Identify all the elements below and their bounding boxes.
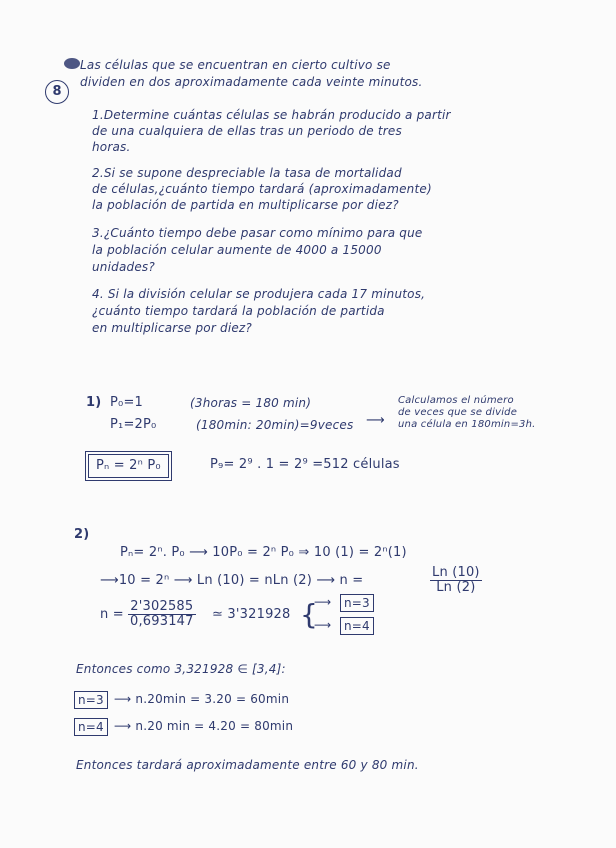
case-n3-result: ⟶ n.20min = 3.20 = 60min: [114, 692, 290, 706]
arrow-right-icon-2: ⟶: [314, 595, 332, 609]
answer-1-note-line-1: Calculamos el número: [398, 395, 514, 406]
question-4-line-1: 4. Si la división celular se produjera cada 17 minutos,: [92, 287, 426, 301]
question-3-line-1: 3.¿Cuánto tiempo debe pasar como mínimo para que: [92, 226, 423, 240]
answer-1-division: (180min: 20min)=9veces: [196, 418, 354, 432]
fraction-denominator: Ln (2): [436, 580, 476, 595]
question-1-line-2: de una cualquiera de ellas tras un periodo de tres: [92, 124, 402, 138]
question-2-line-3: la población de partida en multiplicarse por diez?: [92, 198, 399, 212]
fraction-numerator: Ln (10): [432, 565, 480, 580]
answer-2-approx: ≃ 3'321928: [212, 607, 291, 622]
question-3-line-2: la población celular aumente de 4000 a 15000: [92, 243, 382, 257]
answer-1-note-line-3: una célula en 180min=3h.: [398, 419, 536, 430]
answer-1-note-line-2: de veces que se divide: [398, 407, 518, 418]
case-n4-result: ⟶ n.20 min = 4.20 = 80min: [114, 719, 294, 733]
brace-icon: {: [300, 598, 319, 631]
question-2-line-2: de células,¿cuánto tiempo tardará (aproximadamente): [92, 182, 432, 196]
answer-1-result: P₉= 2⁹ . 1 = 2⁹ =512 células: [210, 457, 400, 472]
problem-number-circle: 8: [45, 80, 69, 104]
answer-2-final: Entonces tardará aproximadamente entre 60 y 80 min.: [76, 758, 419, 772]
question-4-line-3: en multiplicarse por diez?: [92, 321, 252, 335]
question-1-line-3: horas.: [92, 140, 131, 154]
answer-1-p0: P₀=1: [110, 395, 144, 410]
question-3-line-3: unidades?: [92, 260, 155, 274]
answer-2-conclusion: Entonces como 3,321928 ∈ [3,4]:: [76, 662, 286, 676]
option-n3-box: n=3: [340, 594, 374, 612]
answer-1-hours: (3horas = 180 min): [190, 396, 312, 410]
answer-2-line-2: ⟶10 = 2ⁿ ⟶ Ln (10) = nLn (2) ⟶ n =: [100, 573, 364, 588]
statement-line-2: dividen en dos aproximadamente cada veinte minutos.: [80, 75, 423, 89]
answer-2-n-eq: n =: [100, 607, 124, 622]
case-n3-box: n=3: [74, 691, 108, 709]
answer-2-line-1: Pₙ= 2ⁿ. P₀ ⟶ 10P₀ = 2ⁿ P₀ ⇒ 10 (1) = 2ⁿ(1): [120, 545, 407, 560]
answer-1-label: 1): [86, 395, 102, 410]
answer-2-label: 2): [74, 527, 90, 542]
answer-2-fraction-ln: [430, 566, 482, 595]
answer-1-p1: P₁=2P₀: [110, 417, 157, 432]
fraction-numerator-value: 2'302585: [128, 600, 196, 615]
option-n4-box: n=4: [340, 617, 374, 635]
answer-2-fraction-values: [128, 600, 196, 629]
ink-blot: [64, 58, 80, 69]
arrow-right-icon-3: ⟶: [314, 618, 332, 632]
statement-line-1: Las células que se encuentran en cierto cultivo se: [80, 58, 391, 72]
case-n4-box: n=4: [74, 718, 108, 736]
answer-1-formula-box: Pₙ = 2ⁿ P₀: [88, 454, 169, 478]
question-2-line-1: 2.Si se supone despreciable la tasa de mortalidad: [92, 166, 402, 180]
question-4-line-2: ¿cuánto tiempo tardará la población de partida: [92, 304, 385, 318]
question-1-line-1: 1.Determine cuántas células se habrán producido a partir: [92, 108, 451, 122]
fraction-denominator-value: 0,693147: [130, 614, 194, 629]
arrow-right-icon: ⟶: [366, 413, 385, 428]
